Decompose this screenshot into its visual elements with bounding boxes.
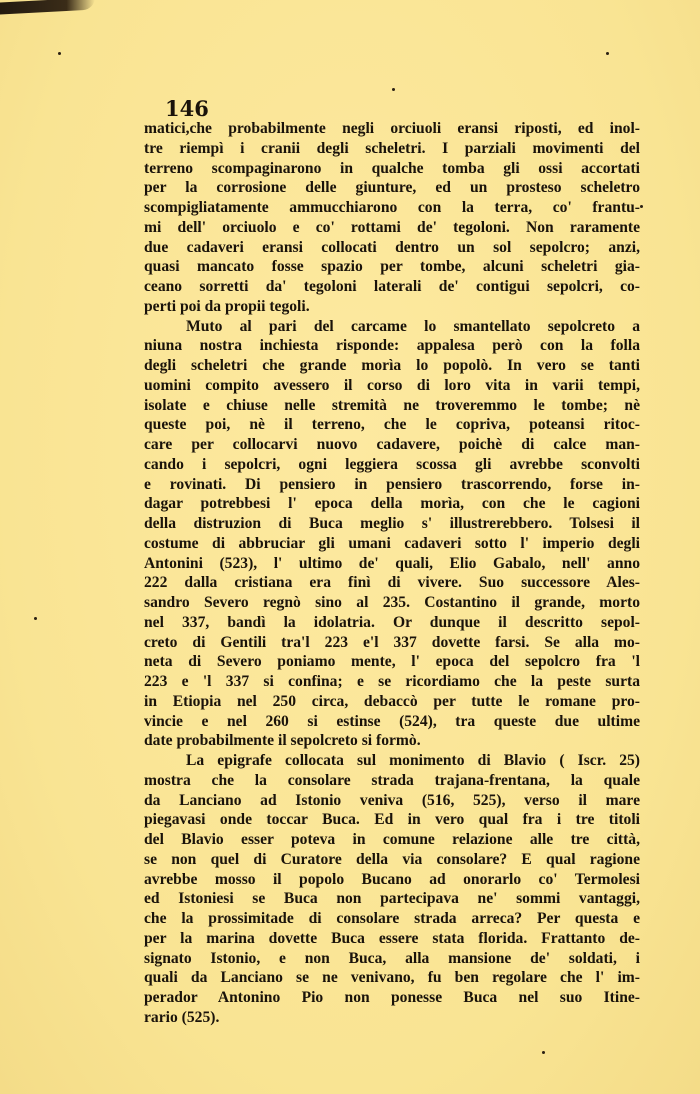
text-line: care per collocarvi nuovo cadavere, poichè di calce man- [144, 436, 640, 453]
text-line: cando i sepolcri, ogni leggiera scossa gli avrebbe sconvolti [144, 455, 640, 473]
text-line: piegavasi onde toccar Buca. Ed in vero qual fra i tre titoli [144, 811, 640, 829]
text-line: matici,che probabilmente negli orciuoli eransi riposti, ed inol- [144, 120, 640, 137]
text-line: uomini compito avessero il corso di loro vita in varii tempi, [144, 376, 640, 394]
text-line: La epigrafe collocata sul monimento di Blavio ( Iscr. 25) [186, 752, 640, 769]
text-line: ed Istoniesi se Buca non partecipava ne' sommi vantaggi, [144, 890, 640, 908]
text-line: che la prossimitade di consolare strada arreca? Per questa e [144, 910, 640, 927]
speck [392, 88, 395, 91]
speck [34, 617, 37, 620]
text-line: per la marina dovette Buca essere stata florida. Frattanto de- [144, 929, 640, 947]
text-line: quali da Lanciano se ne venivano, fu ben regolare che l' im- [144, 969, 640, 987]
text-line: in Etiopia nel 250 circa, debaccò per tutte le romane pro- [144, 692, 640, 710]
text-line: perti poi da propii tegoli. [144, 297, 310, 315]
text-line: degli scheletri che grande morìa lo popolò. In vero se tanti [144, 357, 640, 374]
ink-smudge [0, 0, 95, 14]
text-line: ceano sorretti da' tegoloni laterali de' contigui sepolcri, co- [144, 278, 640, 295]
text-line: 223 e 'l 337 si confina; e se ricordiamo che la peste surta [144, 673, 640, 690]
text-line: nel 337, bandì la idolatria. Or dunque il descritto sepol- [144, 613, 640, 631]
page-number: 146 [165, 96, 209, 121]
text-line: da Lanciano ad Istonio veniva (516, 525), verso il mare [144, 791, 640, 809]
text-line: niuna nostra inchiesta risponde: appalesa però con la folla [144, 337, 640, 355]
text-line: costume di abbruciar gli umani cadaveri sotto l' imperio degli [144, 534, 640, 552]
text-line: tre riempì i cranii degli scheletri. I parziali movimenti del [144, 139, 640, 157]
text-line: Antonini (523), l' ultimo de' quali, Elio Gabalo, nell' anno [144, 554, 640, 572]
text-line: terreno scompaginarono in qualche tomba gli ossi accortati [144, 159, 640, 177]
text-line: neta di Severo poniamo mente, l' epoca del sepolcro fra 'l [144, 653, 640, 671]
text-line: vincie e nel 260 si estinse (524), tra queste due ultime [144, 712, 640, 730]
text-line: rario (525). [144, 1008, 220, 1026]
text-line: queste poi, nè il terreno, che le copriva, poteansi ritoc- [144, 416, 640, 434]
text-line: 222 dalla cristiana era finì di vivere. Suo successore Ales- [144, 574, 640, 592]
text-line: signato Istonio, e non Buca, alla mansione de' soldati, i [144, 949, 640, 967]
text-line: se non quel di Curatore della via consolare? E qual ragione [144, 850, 640, 868]
body-text [144, 119, 640, 1028]
text-line: scompigliatamente ammucchiarono con la terra, co' frantu- [144, 199, 640, 216]
text-line: e rovinati. Di pensiero in pensiero trascorrendo, forse in- [144, 475, 640, 493]
text-line: per la corrosione delle giunture, ed un prosteso scheletro [144, 179, 640, 197]
text-line: della distruzion di Buca meglio s' illustrerebbero. Tolsesi il [144, 515, 640, 532]
speck [606, 52, 609, 55]
speck [58, 52, 61, 55]
text-line: due cadaveri eransi collocati dentro un sol sepolcro; anzi, [144, 238, 640, 256]
text-line: Muto al pari del carcame lo smantellato sepolcreto a [186, 317, 640, 335]
text-line: mi dell' orciuolo e co' rottami de' tegoloni. Non raramente [144, 218, 640, 236]
text-line: quasi mancato fosse spazio per tombe, alcuni scheletri gia- [144, 258, 640, 276]
text-line: sandro Severo regnò sino al 235. Costantino il grande, morto [144, 594, 640, 611]
speck [542, 1051, 545, 1054]
text-line: creto di Gentili tra'l 223 e'l 337 dovette farsi. Se alla mo- [144, 633, 640, 651]
text-line: isolate e chiuse nelle stremità ne troveremmo le tombe; nè [144, 396, 640, 414]
text-line: del Blavio esser poteva in comune relazione alle tre città, [144, 831, 640, 848]
text-line: dagar potrebbesi l' epoca della morìa, con che le cagioni [144, 495, 640, 513]
text-line: mostra che la consolare strada trajana-frentana, la quale [144, 771, 640, 789]
text-line: perador Antonino Pio non ponesse Buca nel suo Itine- [144, 989, 640, 1006]
text-line: avrebbe mosso il popolo Bucano ad onorarlo co' Termolesi [144, 870, 640, 888]
text-line: date probabilmente il sepolcreto si formò. [144, 732, 421, 750]
speck [640, 205, 643, 208]
